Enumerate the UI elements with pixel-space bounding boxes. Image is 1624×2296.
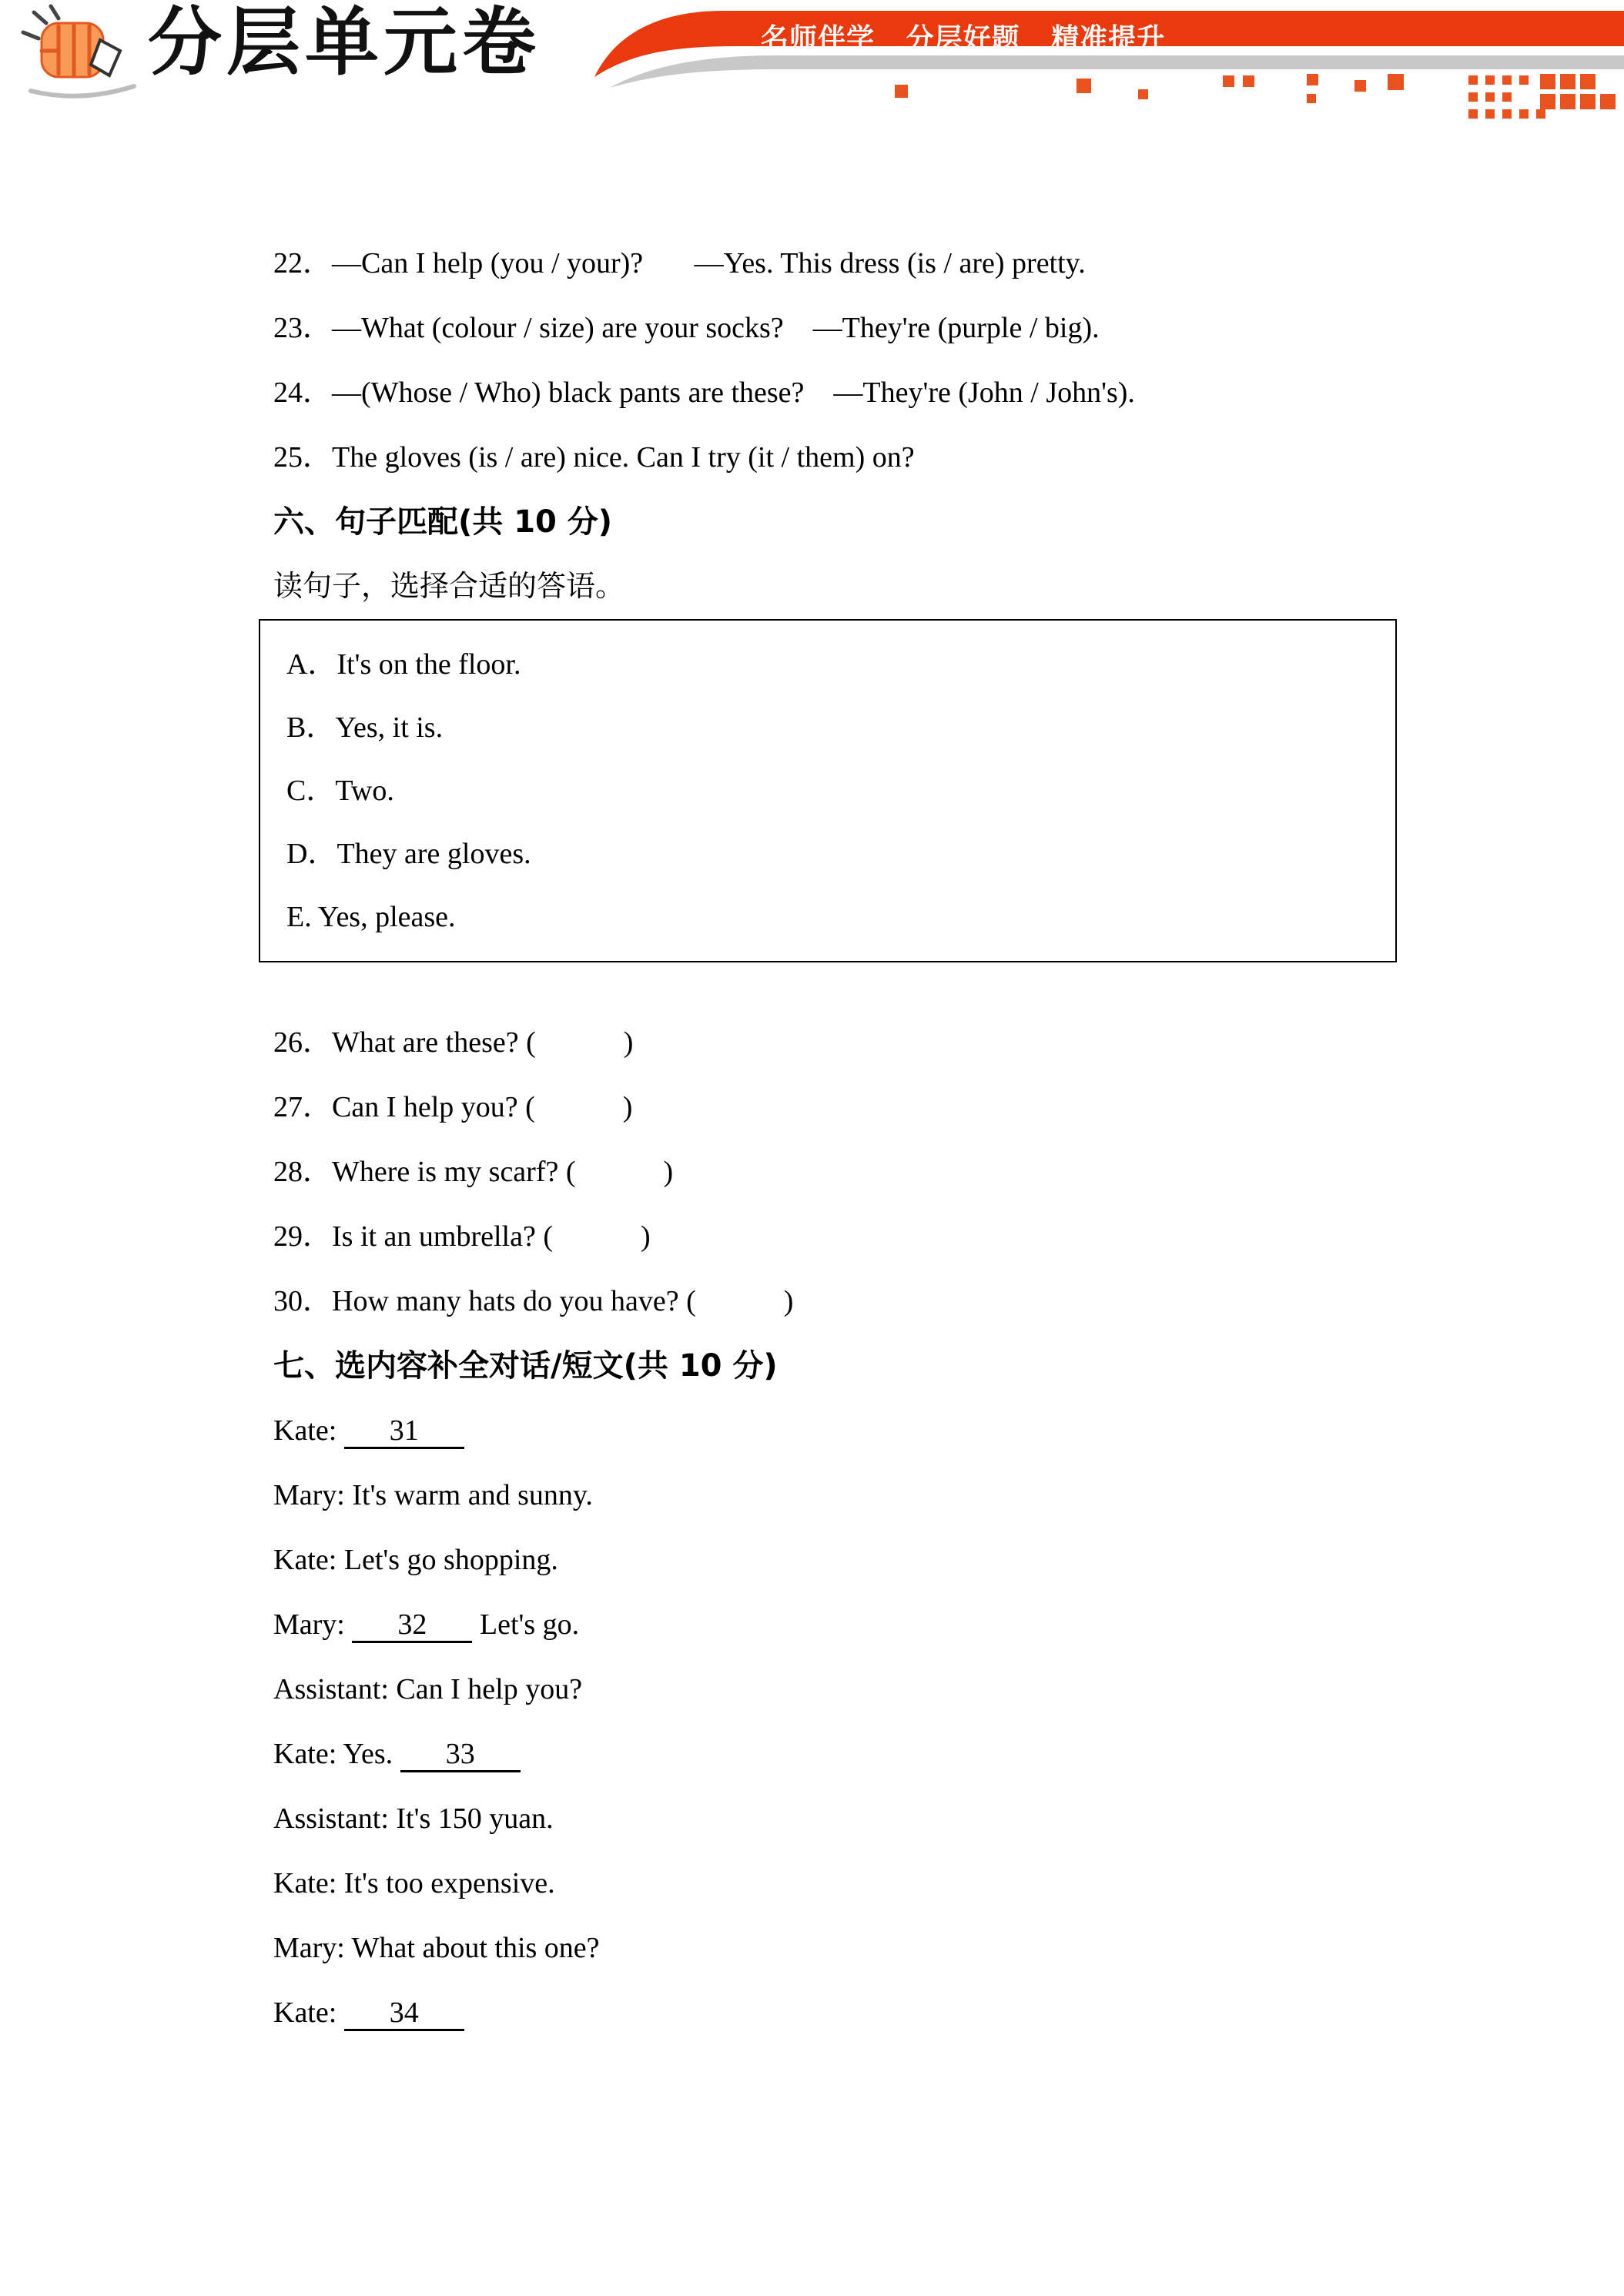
section6-heading: 六、句子匹配(共 10 分) bbox=[273, 504, 613, 540]
decor-square bbox=[1223, 75, 1234, 87]
dialogue-text: Assistant: It's 150 yuan. bbox=[273, 1802, 554, 1835]
dialogue-text: Kate: Yes. bbox=[273, 1738, 400, 1770]
dialogue-line-10 bbox=[273, 1980, 1405, 2045]
decor-square bbox=[1485, 92, 1495, 102]
decor-square bbox=[1540, 94, 1555, 109]
dialogue-line-2 bbox=[273, 1463, 1405, 1528]
dialogue-text: Kate: bbox=[273, 1996, 344, 2029]
dialogue-text: Mary: bbox=[273, 1608, 353, 1641]
dialogue-text: Mary: It's warm and sunny. bbox=[273, 1479, 593, 1511]
decor-square bbox=[1600, 94, 1616, 109]
decor-square bbox=[1307, 74, 1318, 85]
decor-square bbox=[1502, 109, 1512, 119]
decor-square bbox=[1502, 92, 1512, 102]
answer-blank-33: 33 bbox=[400, 1738, 521, 1772]
decor-square bbox=[1485, 109, 1495, 119]
decorative-squares bbox=[886, 74, 1624, 129]
decor-square bbox=[1138, 89, 1148, 99]
decor-square bbox=[1560, 94, 1575, 109]
decor-square bbox=[1502, 75, 1512, 85]
decor-square bbox=[1354, 80, 1366, 92]
answer-options-box bbox=[259, 619, 1397, 962]
question-line-26: 26．What are these? ( ) bbox=[273, 1026, 634, 1059]
option-line-d: D．They are gloves. bbox=[286, 838, 531, 870]
option-line-c: C．Two. bbox=[286, 775, 394, 807]
dialogue-text: Assistant: Can I help you? bbox=[273, 1673, 583, 1705]
dialogue-text: Kate: Let's go shopping. bbox=[273, 1544, 558, 1576]
decor-square bbox=[1540, 74, 1555, 89]
decor-square bbox=[1580, 74, 1596, 89]
decor-square bbox=[1485, 75, 1495, 85]
decor-square bbox=[1468, 92, 1478, 102]
answer-blank-32: 32 bbox=[352, 1608, 472, 1643]
decor-square bbox=[1307, 94, 1316, 103]
dialogue-text: Mary: What about this one? bbox=[273, 1932, 600, 1964]
section6-instruction: 读句子，选择合适的答语。 bbox=[273, 571, 625, 603]
decor-square bbox=[1536, 109, 1545, 119]
option-line-b: B．Yes, it is. bbox=[286, 711, 444, 744]
question-line-28: 28．Where is my scarf? ( ) bbox=[273, 1156, 674, 1188]
section7-heading: 七、选内容补全对话/短文(共 10 分) bbox=[273, 1348, 778, 1384]
decor-square bbox=[1468, 75, 1478, 85]
question-line-23: 23．—What (colour / size) are your socks? —They're (purple / big). bbox=[273, 312, 1100, 344]
dialogue-line-9 bbox=[273, 1916, 1405, 1980]
decor-square bbox=[1243, 75, 1254, 87]
matching-questions bbox=[273, 1010, 1405, 1334]
dialogue-line-3 bbox=[273, 1528, 1405, 1592]
decor-square bbox=[1519, 109, 1529, 119]
answer-blank-31: 31 bbox=[344, 1414, 464, 1449]
question-line-25: 25．The gloves (is / are) nice. Can I try (it / them) on? bbox=[273, 441, 915, 474]
decor-square bbox=[1560, 74, 1575, 89]
dialogue-line-4 bbox=[273, 1592, 1405, 1657]
dialogue-text: Kate: It's too expensive. bbox=[273, 1867, 555, 1899]
option-line-e: E. Yes, please. bbox=[286, 901, 456, 933]
option-line-a: A．It's on the floor. bbox=[286, 648, 521, 681]
decor-square bbox=[1468, 109, 1478, 119]
question-line-29: 29．Is it an umbrella? ( ) bbox=[273, 1220, 651, 1253]
decor-square bbox=[1580, 94, 1596, 109]
dialogue-line-6 bbox=[273, 1722, 1405, 1786]
question-line-27: 27．Can I help you? ( ) bbox=[273, 1091, 633, 1123]
dialogue bbox=[273, 1398, 1405, 2045]
fist-icon bbox=[11, 0, 142, 108]
dialogue-text: Kate: bbox=[273, 1414, 344, 1447]
dialogue-text: Let's go. bbox=[472, 1608, 580, 1641]
decor-square bbox=[895, 85, 908, 98]
dialogue-line-8 bbox=[273, 1851, 1405, 1916]
decor-square bbox=[1519, 75, 1529, 85]
dialogue-line-7 bbox=[273, 1786, 1405, 1851]
dialogue-line-5 bbox=[273, 1657, 1405, 1722]
question-line-22: 22．—Can I help (you / your)? —Yes. This dress (is / are) pretty. bbox=[273, 247, 1086, 279]
worksheet-body bbox=[273, 231, 1405, 2045]
decor-square bbox=[1077, 79, 1091, 93]
banner-slogan: 名师伴学 分层好题 精准提升 bbox=[761, 23, 1166, 55]
page-header bbox=[0, 0, 1624, 146]
decor-square bbox=[1388, 74, 1404, 90]
dialogue-line-1 bbox=[273, 1398, 1405, 1463]
question-line-24: 24．—(Whose / Who) black pants are these? —They're (John / John's). bbox=[273, 377, 1135, 409]
logo-title: 分层单元卷 bbox=[148, 0, 541, 85]
answer-blank-34: 34 bbox=[344, 1996, 464, 2031]
question-line-30: 30．How many hats do you have? ( ) bbox=[273, 1285, 794, 1317]
